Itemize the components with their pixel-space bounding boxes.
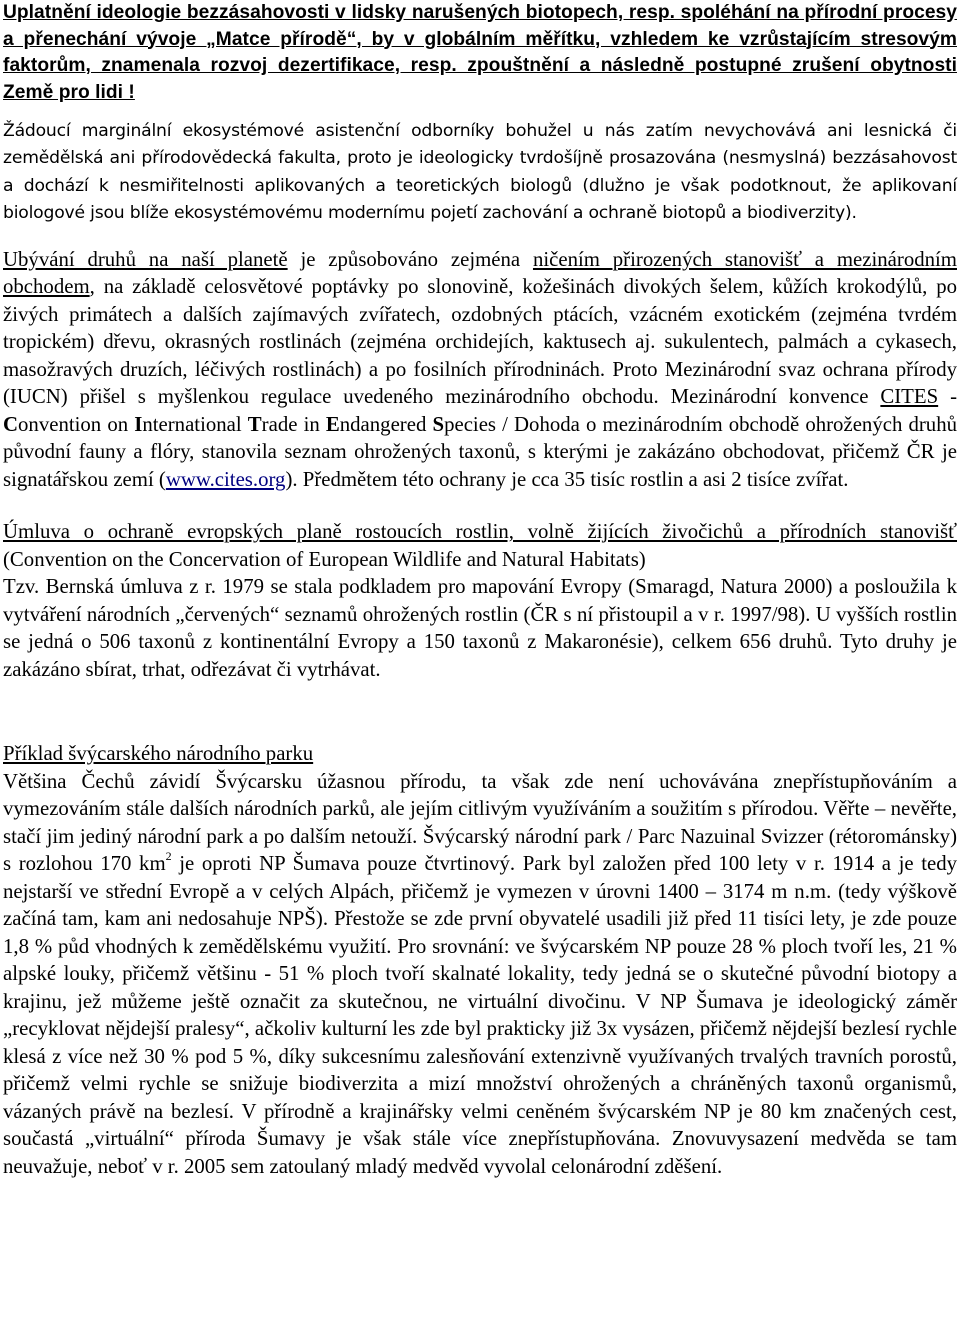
- swiss-text: Většina Čechů závidí Švýcarsku úžasnou přírodu, ta však zde není uchovávána znepřístupňováním a vymezováním stále dalších národních parků, ale jejím citlivým využíváním a soužitím s přírodou. Věřte – nevěřte, stačí jim jediný národní park a po dalším netouží. Švýcarský národní park / Parc Nazuinal Svizzer (rétorománsky) s rozlohou 170 km: [3, 769, 957, 876]
- acronym-letter-t: T: [247, 412, 262, 436]
- acronym-letter-s: S: [432, 412, 445, 436]
- species-decline-link[interactable]: Ubývání druhů na naší planetě: [3, 247, 288, 271]
- acronym-letter-c: C: [3, 412, 19, 436]
- acronym-letter-i: I: [134, 412, 143, 436]
- cites-text: rade in: [261, 412, 326, 436]
- cites-website-link[interactable]: www.cites.org: [165, 467, 286, 491]
- cites-text: ndangered: [339, 412, 433, 436]
- bern-body: Tzv. Bernská úmluva z r. 1979 se stala podkladem pro mapování Evropy (Smaragd, Natura 2000) a posloužila k vytváření národních „červených“ seznamů ohrožených rostlin (ČR s ní přistoupil a v r. 1997/98). U vyšších rostlin se jedná o 506 taxonů z kontinentální Evropy a 150 taxonů z Makaronésie), celkem 656 druhů. Tyto druhy je zakázáno sbírat, trhat, odřezávat či vytrhávat.: [3, 575, 957, 681]
- cites-text: onvention on: [18, 412, 135, 436]
- swiss-text: je oproti NP Šumava pouze čtvrtinový. Park byl založen před 100 lety v r. 1914 a je tedy nejstarší ve střední Evropě a v celých Alpách, přičemž je vymezen v úrovni 1400 – 3174 m n.m. (tedy výškově začíná tam, kam ani nedosahuje NPŠ). Přestože se zde první obyvatelé usadili již před 11 tisíci lety, je zde pouze 1,8 % půd vhodných k zemědělskému využití. Pro srovnání: ve švýcarském NP pouze 28 % ploch tvoří les, 21 % alpské louky, přičemž většinu - 51 % ploch tvoří skalnaté lokality, tedy jedná se o skutečné původní biotopy a krajinu, jež můžeme ještě označit za skutečnou, ne virtuální divočinu. V NP Šumava je ideologický záměr „recyklovat nějdejší pralesy“, ačkoliv kulturní les zde byl prakticky již 3x vysázen, přičemž nějdejší bezlesí rychle klesá z více než 30 % pod 5 %, díky sukcesnímu zalesňování extenzivně využívaných trvalých travních porostů, přičemž velmi rychle se snižuje biodiverzita a mizí množství ohrožených a chráněných taxonů organismů, vázaných právě na bezlesí. V přírodně a krajinářsky velmi ceněném švýcarském NP je 80 km značených cest, součastá „virtuální“ příroda Šumavy je však stále více znepřístupňována. Znovuvysazení medvěda se tam neuvažuje, neboť v r. 2005 sem zatoulaný mladý medvěd vyvolal celonárodní zděšení.: [3, 852, 957, 1178]
- cites-text: , na základě celosvětové poptávky po slonovině, kožešinách divokých šelem, kůžích krokodýlů, po živých primátech a dalších zajímavých zvířatech, ozdobných ptácích, vzácném exotickém (zejména tvrdém tropickém) dřevu, okrasných rostlinách (zejména orchidejích, kaktusech aj. sukulentech, palmách a cykasech, masožravých druzích, léčivých rostlinách) a po fosilních přírodninách. Proto Mezinárodní svaz ochrana přírody (IUCN) přišel s myšlenkou regulace uvedeného mezinárodního obchodu. Mezinárodní konvence: [3, 275, 957, 409]
- swiss-paragraph: [3, 740, 957, 1180]
- cites-text: nternational: [142, 412, 248, 436]
- bern-english-title: (Convention on the Concervation of European Wildlife and Natural Habitats): [3, 547, 646, 571]
- cites-paragraph: [3, 246, 957, 494]
- cites-text: pecies / Dohoda o mezinárodním obchodě ohrožených druhů původní fauny a flóry, stanovila seznam ohrožených taxonů, s kterými je zakázáno obchodovat, přičemž ČR je signatářskou zemí (: [3, 412, 957, 491]
- cites-link[interactable]: CITES: [880, 385, 939, 409]
- habitat-destruction-link[interactable]: ničením přirozených stanovišť a mezinárodním obchodem: [3, 247, 957, 299]
- heading-paragraph: [3, 0, 957, 106]
- bern-paragraph: [3, 518, 957, 683]
- swiss-park-link[interactable]: Příklad švýcarského národního parku: [3, 742, 314, 766]
- cites-text: -: [938, 385, 957, 409]
- cites-text: ). Předmětem této ochrany je cca 35 tisíc rostlin a asi 2 tisíce zvířat.: [285, 467, 849, 491]
- document-page: [3, 0, 957, 1180]
- cites-text: je způsobováno zejména: [287, 247, 533, 271]
- bern-convention-link[interactable]: Úmluva o ochraně evropských planě rostoucích rostlin, volně žijících živočichů a přírodních stanovišť: [3, 520, 957, 544]
- experts-paragraph: Žádoucí marginální ekosystémové asistenční odborníky bohužel u nás zatím nevychovává ani lesnická či zemědělská ani přírodovědecká fakulta, proto je ideologicky tvrdošíjně prosazována (nesmyslná) bezzásahovost a dochází k nesmiřitelnosti aplikovaných a teoretických biologů (dlužno je však podotknout, že aplikovaní biologové jsou blíže ekosystémovému modernímu pojetí zachování a ochraně biotopů a biodiverzity).: [3, 121, 957, 224]
- superscript-two: 2: [165, 849, 172, 864]
- acronym-letter-e: E: [325, 412, 340, 436]
- heading-text[interactable]: Uplatnění ideologie bezzásahovosti v lidsky narušených biotopech, resp. spoléhání na přírodní procesy a přenechání vývoje „Matce přírodě“, by v globálním měřítku, vzhledem ke vzrůstajícím stresovým faktorům, znamenala rozvoj dezertifikace, resp. zpouštnění a následně postupné zrušení obytnosti Země pro lidi !: [3, 2, 957, 103]
